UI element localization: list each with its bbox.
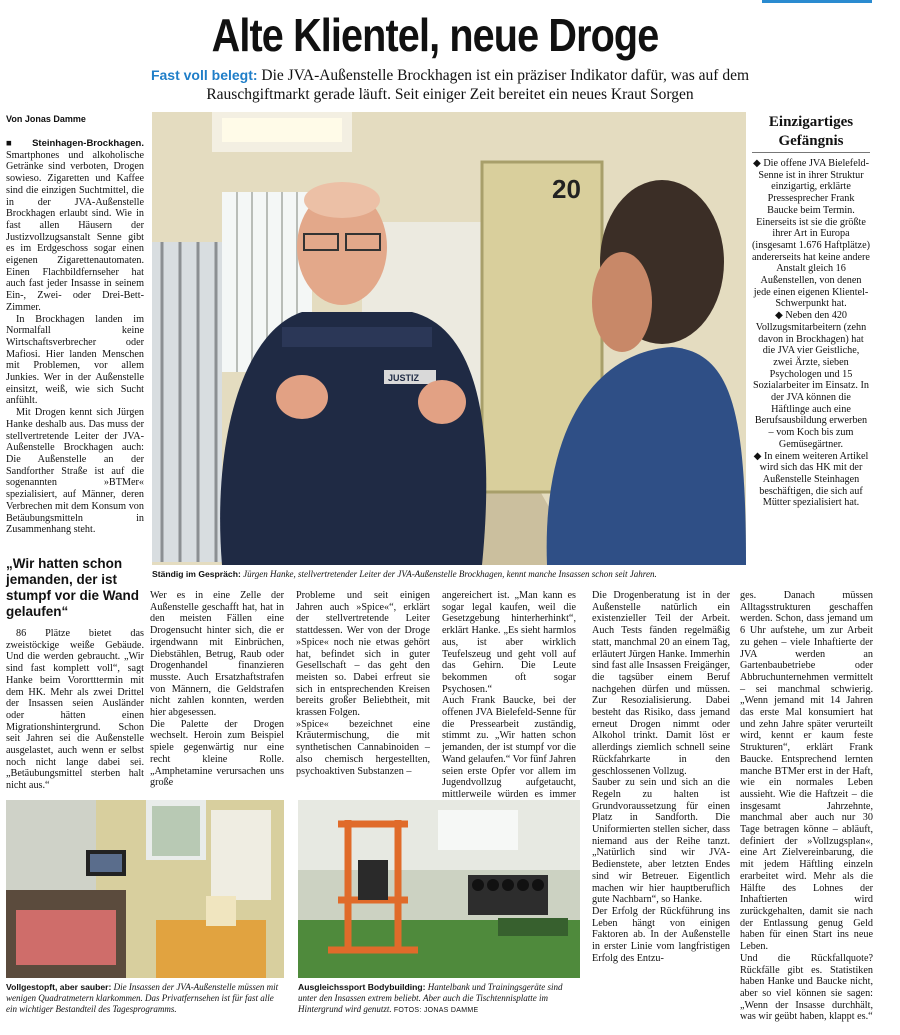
article-column-1	[6, 138, 144, 546]
sidebar-title: Einzigartiges Gefängnis	[768, 114, 854, 149]
article-column-3: Probleme und seit einigen Jahren auch »Spice«“, erklärt der stellvertretende Leiter stattdessen. Wer von der Droge »Spice« noch nie etwas gehört hat, befindet sich in guter Gesellschaft – das geht den meisten so. Dabei erfreut sie sich in entsprechenden Kreisen bereits großer Beliebtheit, mit krassen Folgen. »Spice« bezeichnet eine Kräutermischung, die mit synthetischen Cannabinoiden – also chemisch hergestellten, psychoaktiven Substanzen –	[296, 590, 430, 777]
main-photo-illustration	[152, 112, 746, 565]
main-caption-label: Ständig im Gespräch:	[152, 569, 241, 579]
col1-paragraph-1: Smartphones und alkoholische Getränke sind verboten, Drogen sowieso. Zigaretten und Kaffee sind die einzigen Suchtmittel, die in der JVA-Außenstelle Brockhagen erlaubt sind. Wie in fast allen Häusern der Justizvollzugsanstalt Senne gibt es im Erdgeschoss sogar einen eigenen Zigarettenautomaten. Einen Flachbildfernseher hat auch fast jeder Insasse in seinem Ein-, Zwei- oder Drei-Bett-Zimmer.	[6, 149, 144, 313]
article-column-4: angereichert ist. „Man kann es sogar legal kaufen, weil die Gesetzgebung hinterherhinkt“, erklärt Hanke. „Es sieht harmlos aus, ist aber wirklich Teufelszeug und geht voll auf das Gehirn. Die Leute bekommen oft sogar Psychosen.“ Auch Frank Baucke, bei der offenen JVA Bielefeld-Senne für die Pressearbeit zuständig, stimmt zu. „Wir hatten schon jemanden, der ist stumpf vor die Wand gelaufen.“ Vor fünf Jahren seien erste Opfer vor allem im Jugendvollzug aufgetaucht, mittlerweile würden es immer	[442, 590, 576, 800]
cell-photo	[6, 800, 284, 978]
photo-credit: FOTOS: JONAS DAMME	[393, 1007, 479, 1014]
main-photo-caption	[152, 569, 746, 580]
article-column-2: Wer es in eine Zelle der Außenstelle geschafft hat, hat in den meisten Fällen eine Drogensucht hinter sich, die er irgendwann mit Einbrüchen, Diebstählen, Betrug, Raub oder Drogenhandel finanzieren musste. Auch Ersatzhaftstrafen von Männern, die Geldstrafen nicht zahlen konnten, werden hier abgesessen. Die Palette der Drogen wechselt. Heroin zum Beispiel spiele gegenwärtig nur eine recht kleine Rolle. „Amphetamine verursachen uns große	[150, 590, 284, 789]
cell-caption-label: Vollgestopft, aber sauber:	[6, 982, 112, 992]
col1-paragraph-3: Mit Drogen kennt sich Jürgen Hanke deshalb aus. Das muss der stellvertretende Leiter der JVA-Außenstelle Brockhagen auch: Die Außenstelle an der Sandforther Straße ist auf die sogenannten »BTMer« spezialisiert, auf Männer, deren Verbrechen mit dem Konsum von Betäubungsmitteln in Zusammenhang steht.	[6, 407, 144, 536]
headline: Alte Klientel, neue Droge	[211, 9, 659, 61]
gym-photo-caption	[298, 982, 580, 1016]
gym-photo	[298, 800, 580, 978]
subhead-text: Die JVA-Außenstelle Brockhagen ist ein präziser Indikator dafür, was auf dem Rauschgiftmarkt gerade läuft. Seit einiger Zeit bereitet ein neues Kraut Sorgen	[206, 67, 750, 103]
main-photo	[152, 112, 746, 565]
sidebar-text: ◆ Die offene JVA Bielefeld-Senne ist in ihrer Struktur einzigartig, erklärte Pressesprecher Frank Baucke beim Termin. Einerseits ist sie die größte ihrer Art in Europa (insgesamt 1.676 Haftplätze) andererseits hat keine andere Anstalt gleich 16 Außenstellen, von denen jede einen eigenen Klientel-Schwerpunkt hat. ◆ Neben den 420 Vollzugsmitarbeitern (zehn davon in Brockhagen) hat die JVA vier Geistliche, zwei Ärzte, sieben Psychologen und 15 Sozialarbeiter im Einsatz. In der JVA können die Häftlinge auch eine Berufsausbildung erwerben – vom Koch bis zum Gemüsegärtner. ◆ In einem weiteren Artikel wird sich das HK mit der Außenstelle Steinhagen beschäftigen, die sich auf Mütter spezialisiert hat.	[752, 158, 870, 509]
pull-quote: „Wir hatten schon jemanden, der ist stumpf vor die Wand gelaufen“	[6, 556, 140, 619]
article-column-6: ges. Danach müssen Alltagsstrukturen geschaffen werden. Schon, dass jemand um 6 Uhr aufstehe, um zur Arbeit zu gehen – viele Inhaftierte der JVA werden an Gartenbaubetriebe oder Abbruchunternehmen vermittelt – sei manchmal schwierig. „Wenn jemand mit 14 Jahren das erste Mal konsumiert hat und zehn Jahre später verurteilt wird, kennt er kaum feste Strukturen“, erklärt Frank Baucke. Entsprechend lernten manche BTMer erst in der Haft, wie ein normales Leben aussieht. Wie die Haftzeit – die insgesamt Jahrzehnte, manchmal aber auch nur 30 Tage betragen könne – abläuft, definiert der »Vollzugsplan«, eine Art Zielvereinbarung, die mit jedem Häftling einzeln erarbeitet wird. Mehr als die Hälfte des Lohnes der Inhaftierten wird zurückgehalten, damit sie nach der Entlassung genug Geld haben für einen Start ins neue Leben. Und die Rückfallquote? Rückfälle gibt es. Statistiken haben Hanke und Baucke nicht, aber so viel können sie sagen: „Wenn der Insasse durchhält, was wir geübt haben, klappt es.“	[740, 590, 873, 1023]
main-caption-text: Jürgen Hanke, stellvertretender Leiter der JVA-Außenstelle Brockhagen, kennt manche Insassen schon seit Jahren.	[243, 569, 657, 579]
dateline: ■ Steinhagen-Brockhagen.	[6, 138, 144, 149]
door-number: 20	[552, 174, 581, 204]
gym-caption-text: Hantelbank und Trainingsgeräte sind unter den Insassen extrem beliebt. Aber auch die Tischtennisplatte im Hintergrund wird genutzt.	[298, 982, 563, 1014]
gym-photo-illustration	[298, 800, 580, 978]
gym-caption-label: Ausgleichssport Bodybuilding:	[298, 982, 426, 992]
col1-paragraph-4: 86 Plätze bietet das zweistöckige weiße Gebäude. Und die werden gebraucht. „Wir sind fast komplett voll“, sagt Hanke beim Vorortttermin mit dem HK. Mehr als zwei Drittel der Insassen seien Ausländer oder hätten einen Migrationshintergrund. Schon seit Jahren sei die Außenstelle ausgelastet, auch wenn er selbst noch nicht lange dabei sei. „Betäubungsmittel sterben halt nicht aus.“	[6, 628, 144, 792]
sidebar-divider	[752, 152, 870, 153]
cell-caption-text: Die Insassen der JVA-Außenstelle müssen mit wenigen Quadratmetern klarkommen. Das Privatfernsehen ist für fast alle ein wichtiger Bestandteil des Tagesprogramms.	[6, 982, 279, 1014]
cell-photo-illustration	[6, 800, 284, 978]
author-byline: Von Jonas Damme	[6, 114, 86, 124]
article-column-1b	[6, 628, 144, 794]
article-column-5: Die Drogenberatung ist in der Außenstelle natürlich ein existenzieller Teil der Arbeit. Auch Tests fänden regelmäßig statt, manchmal 20 an einem Tag, erläutert Jürgen Hanke. Immerhin sind fast alle Insassen Freigänger, die tagsüber einem Beruf nachgehen dürfen und müssen. Zur Resozialisierung. Dabei besteht das Risiko, dass jemand erneut Drogen nimmt oder Alkohol trinkt. Damit löst er allerdings ziemlich schnell seine Rückfahrkarte in den geschlossenen Vollzug. Sauber zu sein und sich an die Regeln zu halten ist Grundvoraussetzung für einen Platz in Sandforth. Die Uniformierten stellen sicher, dass niemand aus der Reihe tanzt. „Natürlich sind wir JVA-Bedienstete, aber letzten Endes sind wir Betreuer. Eigentlich machen wir hier hauptberuflich gute Nachbarn“, so Hanke. Der Erfolg der Rückführung ins Leben hängt von einigen Faktoren ab. In der Außenstelle in erster Linie vom langfristigen Erfolg des Entzu-	[592, 590, 730, 964]
subheadline	[130, 66, 770, 104]
subhead-kicker: Fast voll belegt:	[150, 67, 258, 83]
top-accent-line	[762, 0, 872, 3]
cell-photo-caption	[6, 982, 286, 1015]
col1-paragraph-2: In Brockhagen landen im Normalfall keine Wirtschaftsverbrecher oder Mafiosi. Hier landen Menschen mit Problemen, vor allem Junkies. Wer in der Außenstelle einsitzt, weiß, wie sich Sucht anfühlt.	[6, 313, 144, 407]
justiz-badge: JUSTIZ	[388, 373, 420, 383]
